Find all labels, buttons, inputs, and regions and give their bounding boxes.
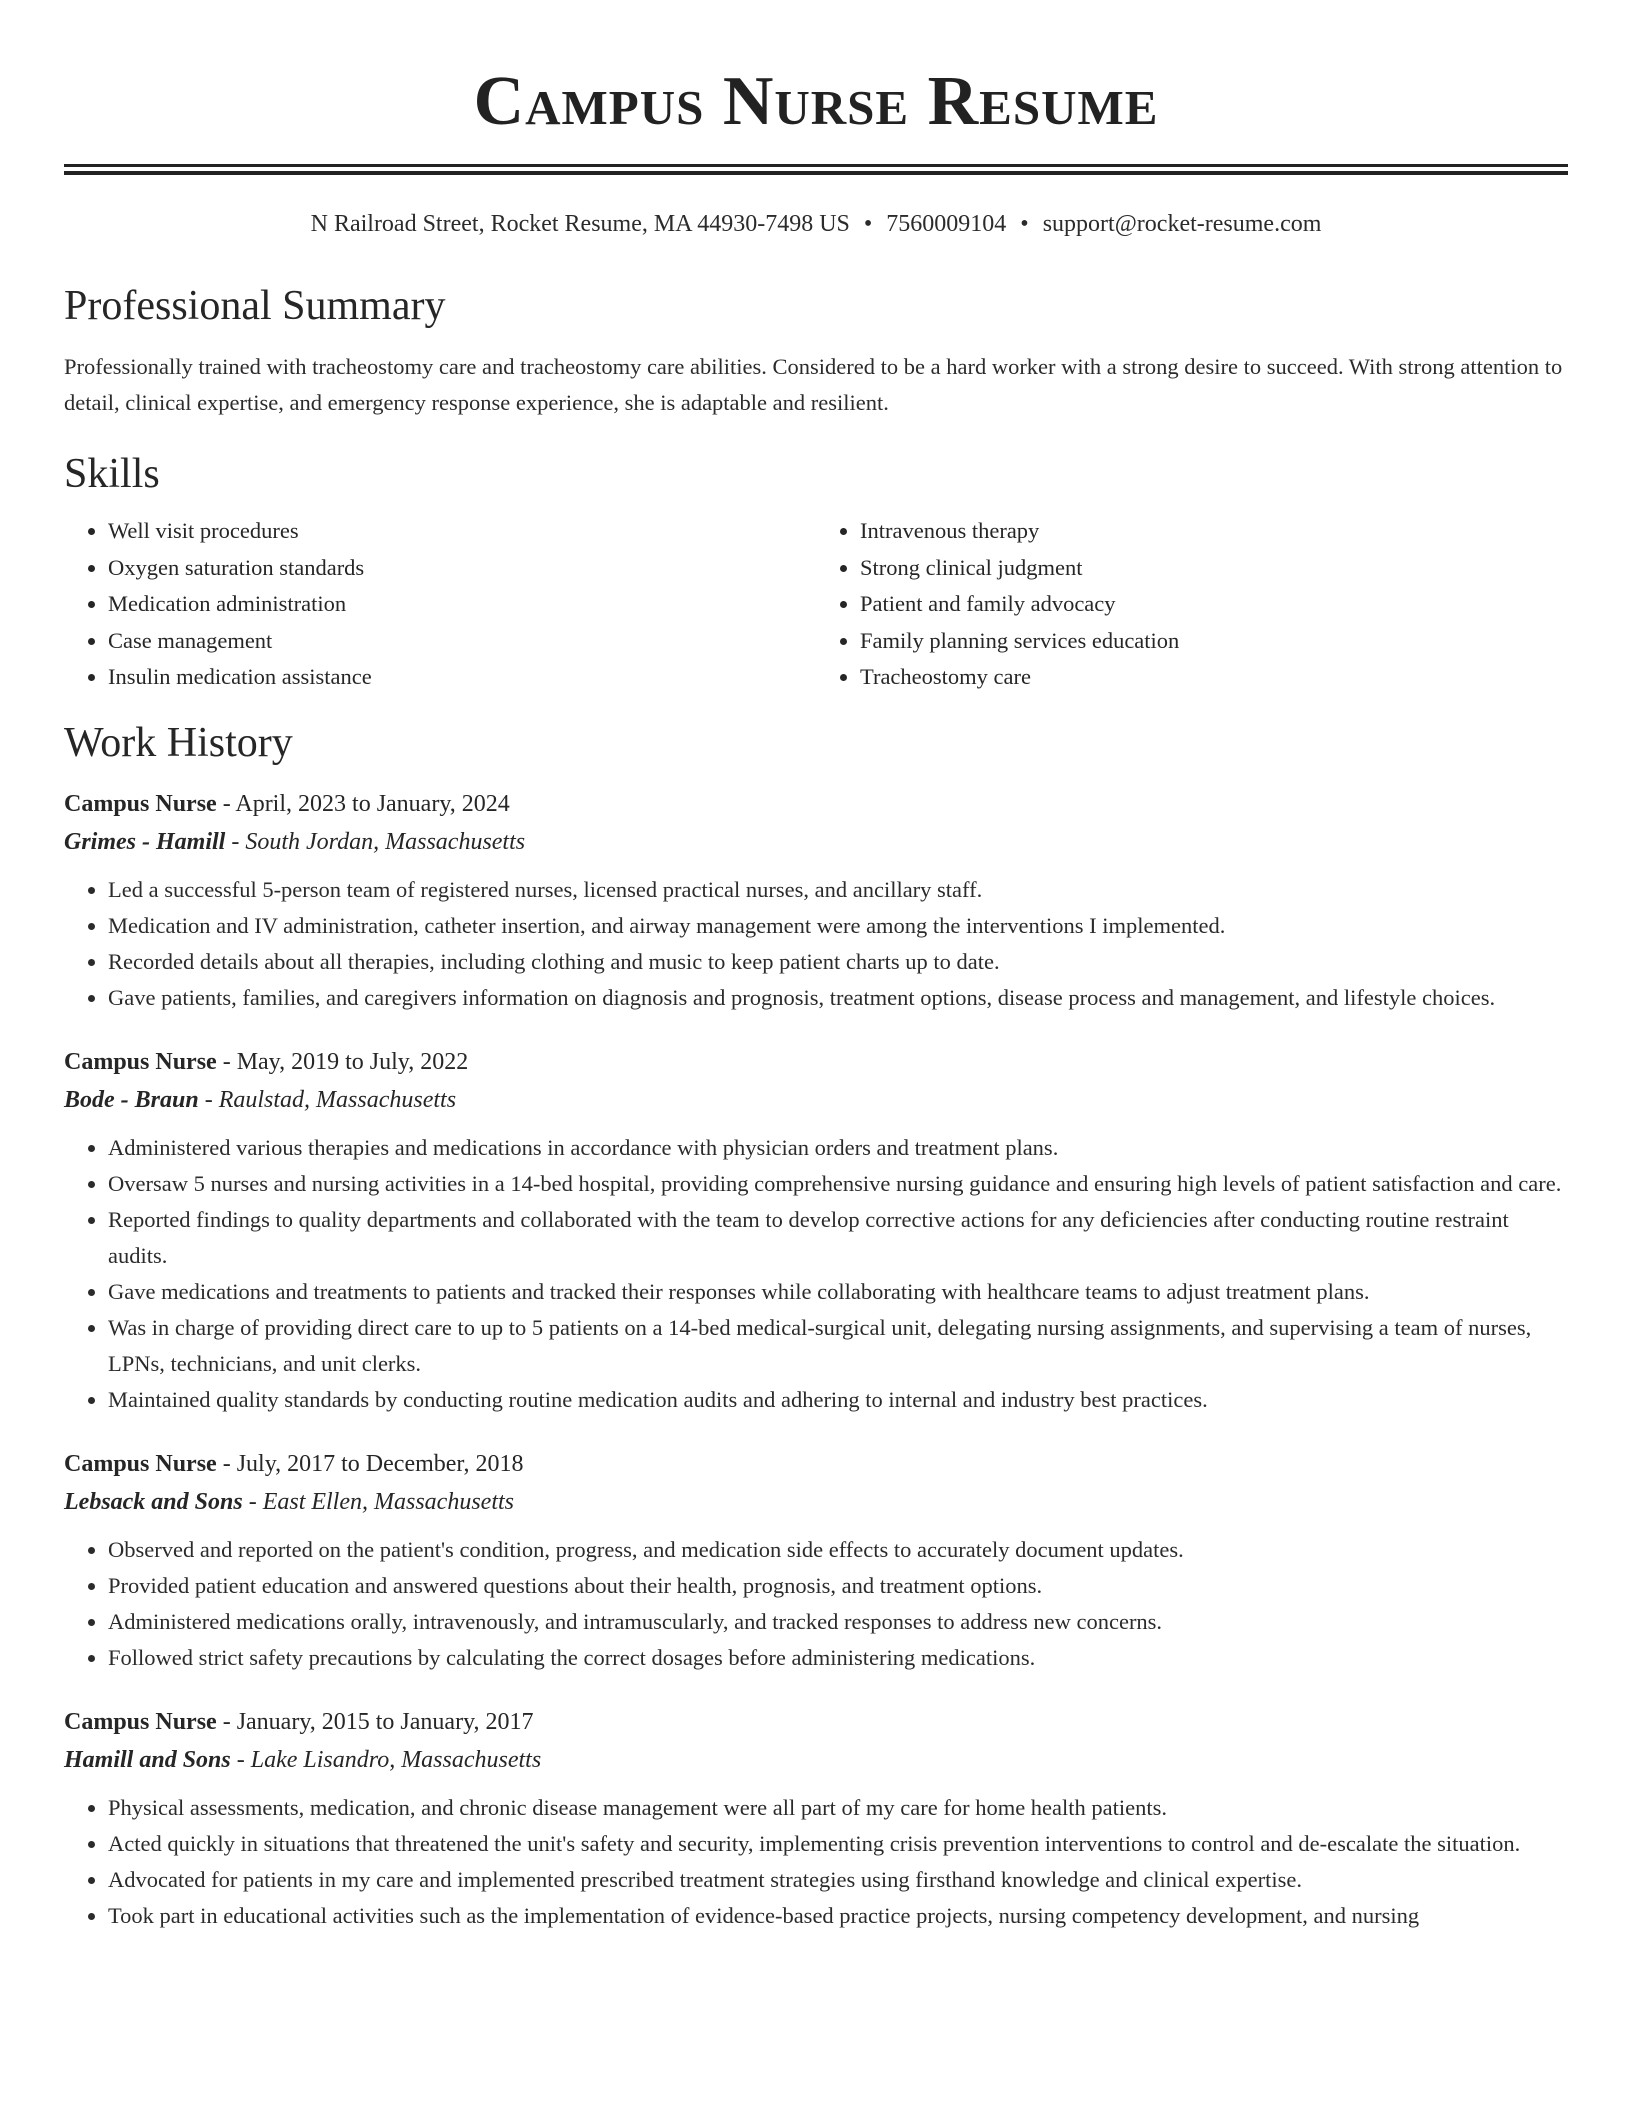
job-bullet: • Oversaw 5 nurses and nursing activities in a 14-bed hospital, providing comprehensive nursing guidance and ensuring high levels of patient satisfaction and care. [108, 1166, 1568, 1202]
contact-line [64, 209, 1568, 239]
dash-separator: - [198, 1086, 219, 1113]
skills-heading: Skills [64, 451, 160, 497]
job-bullet: • Physical assessments, medication, and chronic disease management were all part of my care for home health patients. [108, 1790, 1568, 1826]
skill-item: • Well visit procedures [108, 513, 816, 550]
dash-separator: - [242, 1488, 263, 1515]
job-bullet: • Medication and IV administration, catheter insertion, and airway management were among the interventions I implemented. [108, 908, 1568, 944]
dash-separator: - [216, 1048, 237, 1075]
job-entry [64, 1448, 1568, 1676]
dash-separator: - [230, 1746, 251, 1773]
skills-columns [64, 513, 1568, 696]
job-title-line [64, 1448, 1568, 1480]
job-dates: May, 2019 to July, 2022 [236, 1048, 469, 1075]
company-location: East Ellen, Massachusetts [262, 1488, 514, 1515]
job-bullet: • Observed and reported on the patient's condition, progress, and medication side effects to accurately document updates. [108, 1532, 1568, 1568]
company-location: Lake Lisandro, Massachusetts [250, 1746, 542, 1773]
job-bullet: • Followed strict safety precautions by calculating the correct dosages before administering medications. [108, 1640, 1568, 1676]
job-bullet: • Advocated for patients in my care and implemented prescribed treatment strategies using firsthand knowledge and clinical expertise. [108, 1862, 1568, 1898]
job-bullet: • Took part in educational activities such as the implementation of evidence-based practice projects, nursing competency development, and nursing [108, 1898, 1568, 1934]
job-title: Campus Nurse [64, 790, 217, 817]
resume-title: Campus Nurse Resume [473, 63, 1159, 140]
skill-item: • Strong clinical judgment [860, 550, 1568, 587]
job-dates: July, 2017 to December, 2018 [236, 1450, 524, 1477]
company-line [64, 826, 1568, 858]
skill-item: • Patient and family advocacy [860, 586, 1568, 623]
company-location: Raulstad, Massachusetts [218, 1086, 457, 1113]
job-bullet: • Reported findings to quality departments and collaborated with the team to develop corrective actions for any deficiencies after conducting routine restraint audits. [108, 1202, 1568, 1274]
job-bullet: • Administered various therapies and medications in accordance with physician orders and treatment plans. [108, 1130, 1568, 1166]
job-entry [64, 1046, 1568, 1418]
job-title: Campus Nurse [64, 1048, 217, 1075]
company-name: Lebsack and Sons [64, 1488, 243, 1515]
job-bullet: • Maintained quality standards by conducting routine medication audits and adhering to internal and industry best practices. [108, 1382, 1568, 1418]
job-title-line [64, 1706, 1568, 1738]
dash-separator: - [216, 1450, 237, 1477]
company-line [64, 1744, 1568, 1776]
job-title-line [64, 788, 1568, 820]
contact-address: N Railroad Street, Rocket Resume, MA 44930-7498 US [310, 211, 850, 237]
job-dates: January, 2015 to January, 2017 [236, 1708, 534, 1735]
work-history-heading: Work History [64, 719, 293, 766]
skill-item: • Medication administration [108, 586, 816, 623]
skill-item: • Oxygen saturation standards [108, 550, 816, 587]
dash-separator: - [225, 828, 246, 855]
summary-heading: Professional Summary [64, 283, 446, 329]
job-bullet: • Was in charge of providing direct care to up to 5 patients on a 14-bed medical-surgical unit, delegating nursing assignments, and supervising a team of nurses, LPNs, technicians, and unit clerks. [108, 1310, 1568, 1382]
job-dates: April, 2023 to January, 2024 [235, 790, 510, 817]
job-bullet: • Acted quickly in situations that threatened the unit's safety and security, implementing crisis prevention interventions to control and de-escalate the situation. [108, 1826, 1568, 1862]
contact-separator: • [863, 211, 873, 237]
job-bullet: • Administered medications orally, intravenously, and intramuscularly, and tracked responses to address new concerns. [108, 1604, 1568, 1640]
job-bullet: • Led a successful 5-person team of registered nurses, licensed practical nurses, and ancillary staff. [108, 872, 1568, 908]
job-bullet: • Gave medications and treatments to patients and tracked their responses while collaborating with healthcare teams to adjust treatment plans. [108, 1274, 1568, 1310]
company-name: Bode - Braun [64, 1086, 199, 1113]
company-location: South Jordan, Massachusetts [245, 828, 526, 855]
job-title: Campus Nurse [64, 1450, 217, 1477]
skills-list-left [64, 513, 816, 696]
company-name: Hamill and Sons [64, 1746, 231, 1773]
job-entry [64, 1706, 1568, 1934]
skill-item: • Intravenous therapy [860, 513, 1568, 550]
contact-email[interactable]: support@rocket-resume.com [1042, 211, 1322, 237]
contact-separator: • [1020, 211, 1029, 237]
skills-list-right [816, 513, 1568, 696]
job-bullet: • Recorded details about all therapies, including clothing and music to keep patient charts up to date. [108, 944, 1568, 980]
company-line [64, 1084, 1568, 1116]
skill-item: • Insulin medication assistance [108, 659, 816, 696]
skill-item: • Case management [108, 623, 816, 660]
job-bullet: • Gave patients, families, and caregivers information on diagnosis and prognosis, treatment options, disease process and management, and lifestyle choices. [108, 980, 1568, 1016]
job-bullet: • Provided patient education and answered questions about their health, prognosis, and treatment options. [108, 1568, 1568, 1604]
company-line [64, 1486, 1568, 1518]
skill-item: • Tracheostomy care [860, 659, 1568, 696]
company-name: Grimes - Hamill [64, 828, 226, 855]
job-title: Campus Nurse [64, 1708, 217, 1735]
contact-phone: 7560009104 [886, 211, 1007, 237]
job-bullets [64, 1532, 1568, 1676]
dash-separator: - [216, 1708, 237, 1735]
title-double-rule [64, 164, 1568, 175]
job-title-line [64, 1046, 1568, 1078]
dash-separator: - [216, 790, 236, 817]
job-bullets [64, 1130, 1568, 1418]
job-bullets [64, 1790, 1568, 1934]
skill-item: • Family planning services education [860, 623, 1568, 660]
summary-text: Professionally trained with tracheostomy care and tracheostomy care abilities. Considered to be a hard worker with a strong desire to succeed. With strong attention to detail, clinical expertise, and emergency response experience, she is adaptable and resilient. [64, 354, 1563, 415]
job-entry [64, 788, 1568, 1016]
job-bullets [64, 872, 1568, 1016]
